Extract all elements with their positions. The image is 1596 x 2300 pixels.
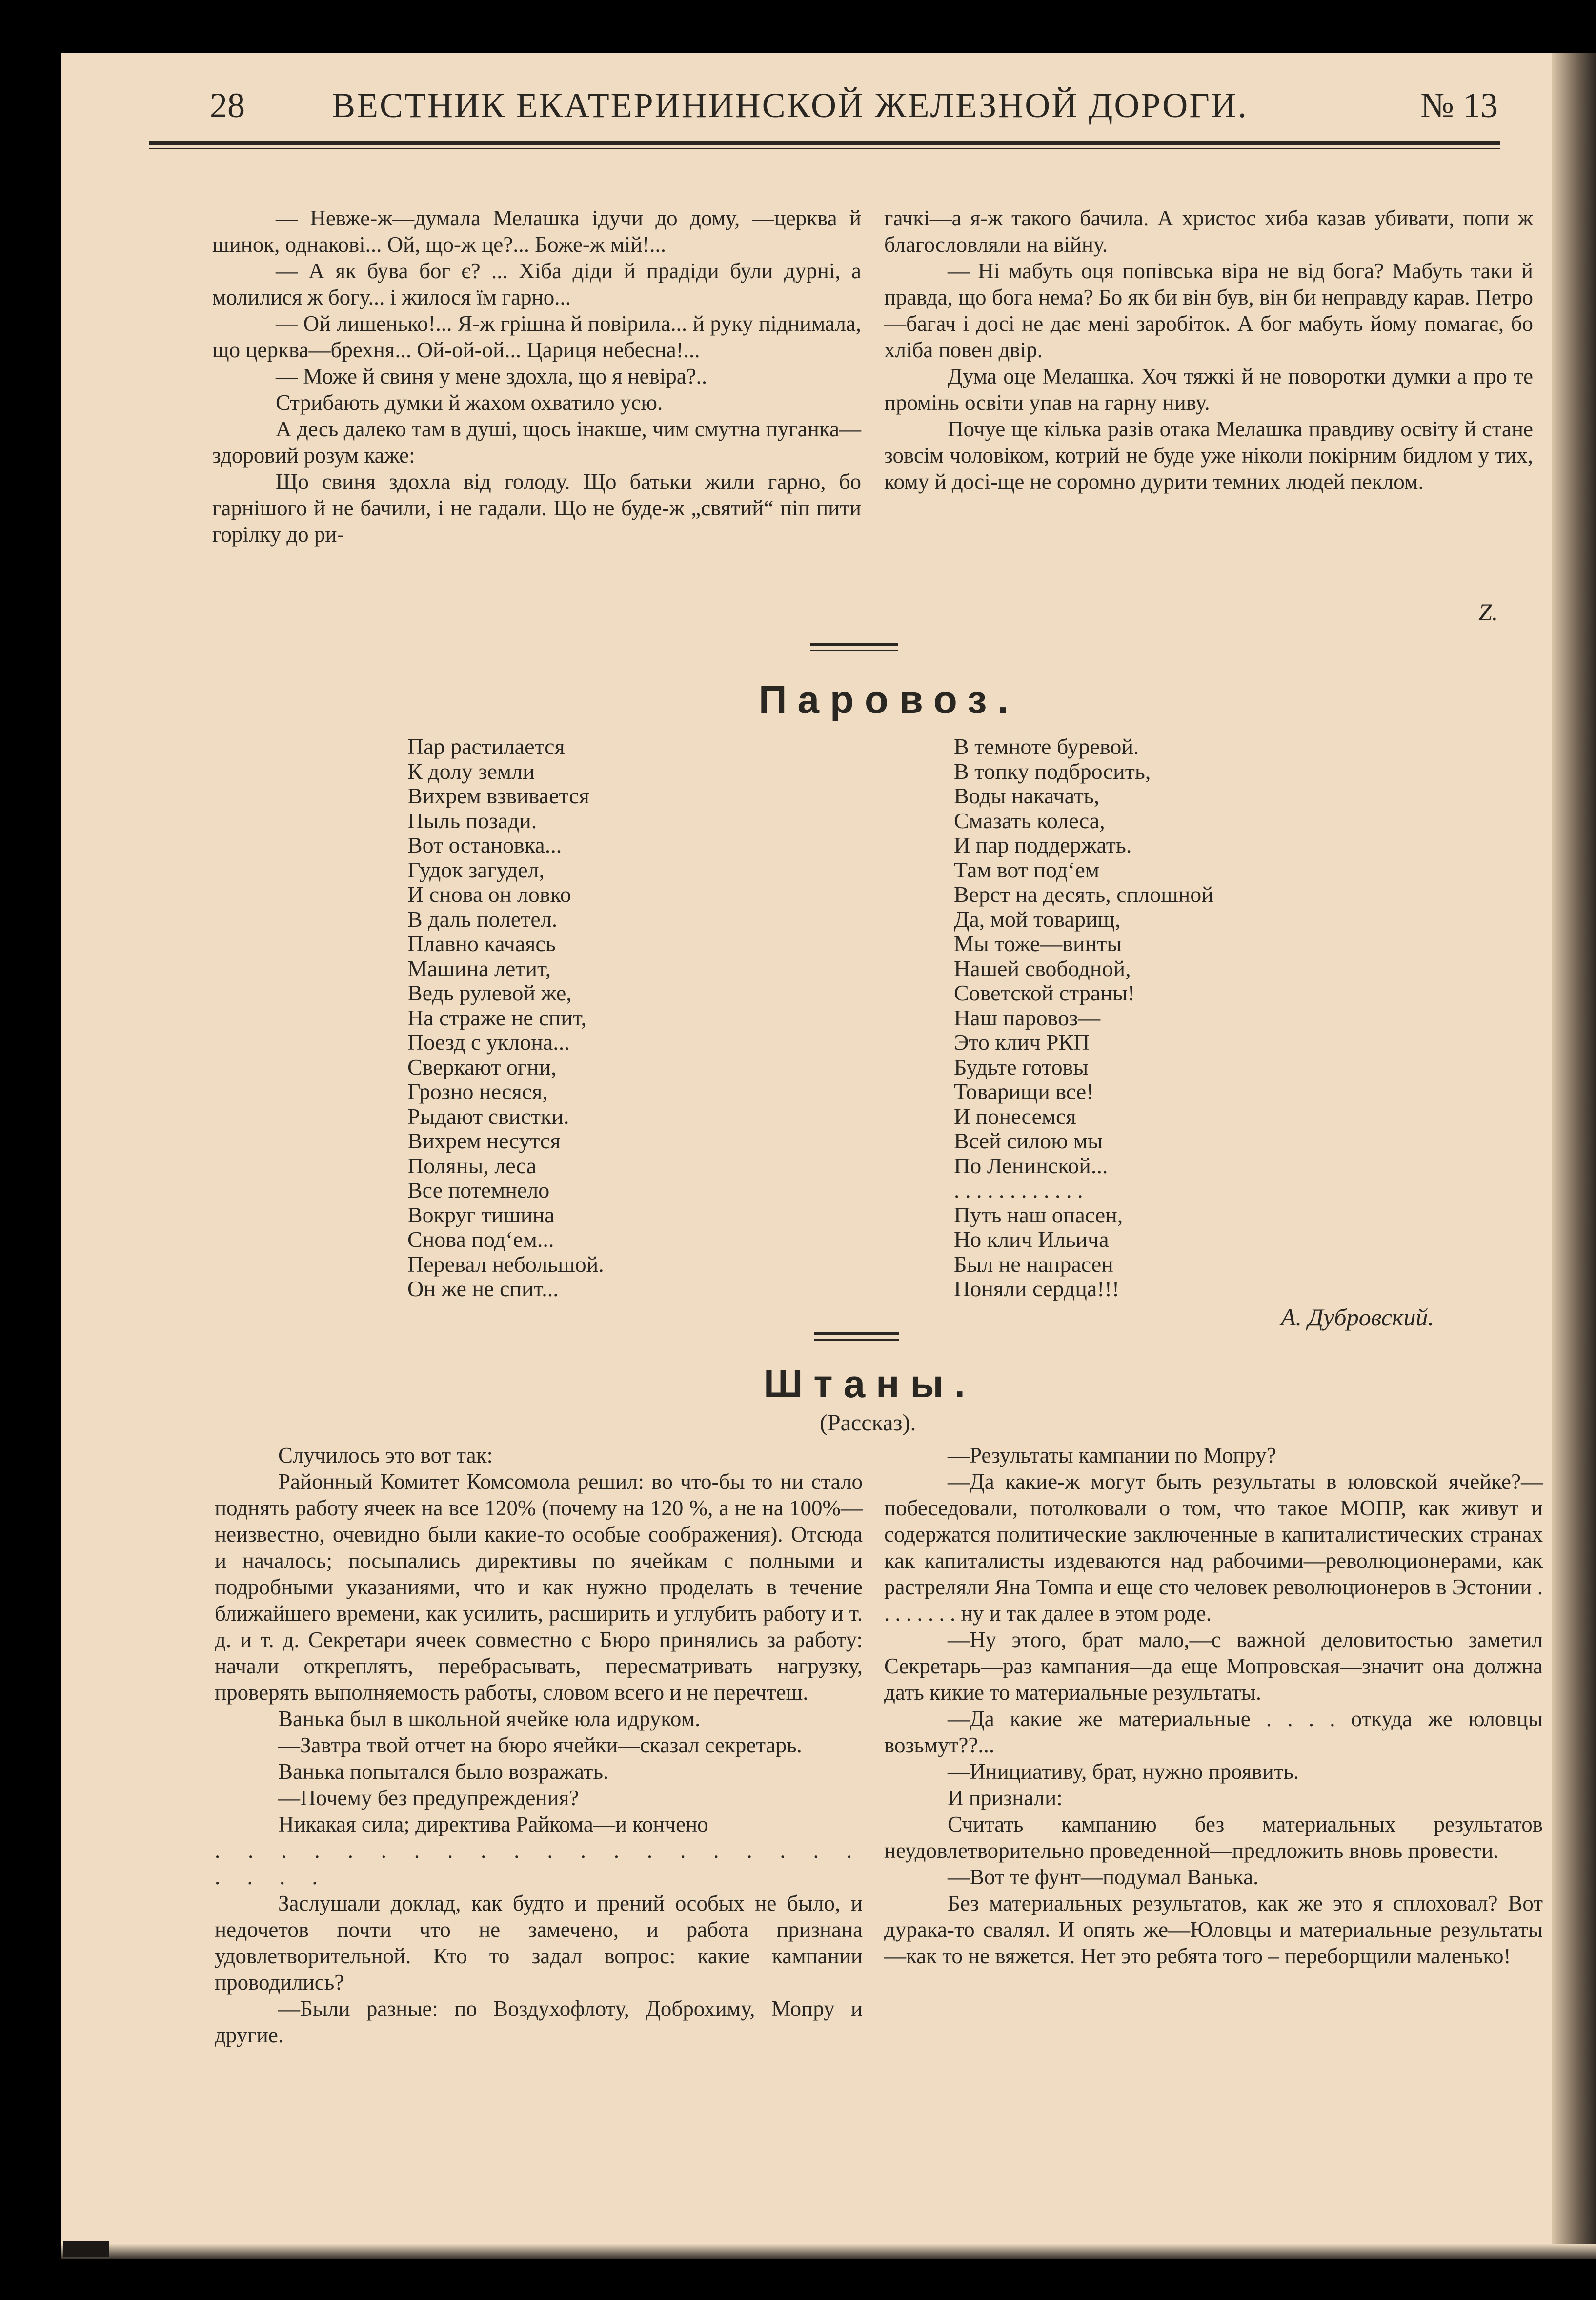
poem-line: Перевал небольшой. xyxy=(407,1251,604,1277)
poem-title: Паровоз. xyxy=(759,678,1019,721)
poem-line: Всей силою мы xyxy=(954,1128,1103,1153)
story2-title: Штаны. xyxy=(764,1362,976,1405)
poem-line: По Ленинской... xyxy=(954,1153,1108,1178)
poem-line: Ведь рулевой же, xyxy=(407,980,572,1005)
poem-line: И снова он ловко xyxy=(407,882,571,907)
section-separator xyxy=(814,1332,899,1343)
poem-line: Пар растилается xyxy=(407,734,565,759)
poem-line: Вихрем взвивается xyxy=(407,783,589,808)
poem-line: Рыдают свистки. xyxy=(407,1103,569,1129)
issue-number: № 13 xyxy=(1420,86,1498,125)
paragraph: Ванька попытался было возражать. xyxy=(278,1759,609,1784)
paragraph: —Инициативу, брат, нужно проявить. xyxy=(948,1759,1299,1784)
paragraph: — Невже-ж—думала Мелашка ідучи до дому, —церква й шинок, однакові... Ой, що-ж це?... Боже-ж мій!... xyxy=(212,206,861,257)
poem-line: И пар поддержать. xyxy=(954,833,1132,857)
poem-line: Это клич РКП xyxy=(954,1030,1090,1055)
poem-line: Мы тоже—винты xyxy=(954,931,1122,956)
poem-line: Смазать колеса, xyxy=(954,808,1105,833)
paragraph: — Може й свиня у мене здохла, що я невіра?.. xyxy=(276,364,707,388)
page-bottom-edge xyxy=(61,2244,1596,2259)
paragraph: Случилось это вот так: xyxy=(278,1443,493,1467)
paragraph: А десь далеко там в душі, щось інакше, чим смутна пуганка—здоровий розум каже: xyxy=(212,417,861,468)
paragraph: Дума оце Мелашка. Хоч тяжкі й не поворотки думки а про те промінь освіти упав на гарну ниву. xyxy=(884,364,1533,415)
poem-right-column xyxy=(954,734,1213,1302)
paragraph: —Да какие же материальные . . . . откуда же юловцы возьмут??... xyxy=(884,1707,1543,1757)
poem-line: И понесемся xyxy=(954,1103,1076,1129)
paragraph: Що свиня здохла від голоду. Що батьки жили гарно, бо гарнішого й не бачили, і не гадали. Що не буде-ж „святий“ піп пити горілку до ри- xyxy=(212,469,861,547)
paragraph: гачкі—а я-ж такого бачила. А христос хиба казав убивати, попи ж благословляли на війну. xyxy=(884,206,1533,257)
poem-line: К долу земли xyxy=(407,758,535,784)
poem-line: Наш паровоз— xyxy=(954,1005,1101,1030)
story1-signature: Z. xyxy=(1478,598,1498,626)
poem-line: Вокруг тишина xyxy=(407,1202,555,1227)
poem-line: Поезд с уклона... xyxy=(407,1030,570,1055)
story2-right-column xyxy=(884,1442,1543,1969)
poem-left-column xyxy=(407,734,604,1302)
poem-line: На страже не спит, xyxy=(407,1005,587,1030)
poem-line: Нашей свободной, xyxy=(954,956,1131,981)
paragraph: —Были разные: по Воздухофлоту, Доброхиму, Мопру и другие. xyxy=(215,1996,863,2047)
paragraph: —Завтра твой отчет на бюро ячейки—сказал секретарь. xyxy=(278,1733,802,1757)
paragraph: И признали: xyxy=(948,1786,1063,1810)
poem-author: А. Дубровский. xyxy=(1281,1303,1434,1331)
poem-line: Был не напрасен xyxy=(954,1251,1113,1277)
poem-line: Поняли сердца!!! xyxy=(954,1276,1120,1301)
story2-subtitle: (Рассказ). xyxy=(820,1410,916,1436)
poem-line: . . . . . . . . . . . . xyxy=(954,1178,1083,1202)
poem-line: Советской страны! xyxy=(954,980,1135,1005)
poem-line: Товарищи все! xyxy=(954,1079,1094,1104)
paragraph: — Ой лишенько!... Я-ж грішна й повірила... й руку піднимала, що церква—брехня... Ой-ой-ой... Цариця небесна!... xyxy=(212,311,861,362)
poem-line: Верст на десять, сплошной xyxy=(954,882,1213,907)
poem-line: Путь наш опасен, xyxy=(954,1202,1123,1227)
paragraph: Без материальных результатов, как же это я сплоховал? Вот дурака-то свалял. И опять же—Юловцы и материальные результаты—как то не вяжется. Нет это ребята того – переборщили маленько! xyxy=(884,1891,1543,1968)
poem-line: Он же не спит... xyxy=(407,1276,559,1301)
paragraph: — А як бува бог є? ... Хіба діди й прадіди були дурні, а молилися ж богу... і жилося їм гарно... xyxy=(212,259,861,309)
poem-line: Будьте готовы xyxy=(954,1054,1089,1079)
poem-line: Воды накачать, xyxy=(954,783,1100,808)
paragraph: —Почему без предупреждения? xyxy=(278,1786,579,1810)
paragraph: Считать кампанию без материальных результатов неудовлетворительно проведенной—предложить вновь провести. xyxy=(884,1812,1543,1863)
header-rule xyxy=(149,141,1500,145)
paragraph: —Результаты кампании по Мопру? xyxy=(948,1443,1276,1467)
poem-line: Но клич Ильича xyxy=(954,1227,1109,1252)
poem-line: Там вот под‘ем xyxy=(954,857,1099,882)
header-rule-thin xyxy=(149,148,1500,149)
paragraph: Стрибають думки й жахом охватило усю. xyxy=(276,390,663,415)
poem-line: Снова под‘ем... xyxy=(407,1227,554,1252)
poem-line: Вот остановка... xyxy=(407,833,562,857)
story1-left-column xyxy=(212,205,861,548)
ellipsis-row: . . . . . . . . . . . . . . . . . . . . . . . . xyxy=(215,1838,863,1889)
section-separator xyxy=(810,643,898,654)
binding-gutter xyxy=(1552,53,1596,2259)
paragraph: Почуе ще кілька разів отака Мелашка правдиву освіту й стане зовсім чоловіком, котрий не буде уже ніколи покірним бидлом у тих, кому й досі-ще не соромно дурити темних людей пеклом. xyxy=(884,417,1533,494)
paragraph: —Ну этого, брат мало,—с важной деловитостью заметил Секретарь—раз кампания—да еще Мопровская—значит она должна дать кикие то материальные результаты. xyxy=(884,1628,1543,1705)
paragraph: Ванька был в школьной ячейке юла идруком. xyxy=(278,1707,701,1731)
poem-line: В даль полетел. xyxy=(407,906,558,932)
poem-line: Все потемнело xyxy=(407,1178,550,1202)
poem-line: В топку подбросить, xyxy=(954,758,1151,784)
poem-line: Гудок загудел, xyxy=(407,857,545,882)
paragraph: —Вот те фунт—подумал Ванька. xyxy=(948,1865,1259,1889)
paragraph: Заслушали доклад, как будто и прений особых не было, и недочетов почти что не замечено, и работа признана удовлетворительной. Кто то задал вопрос: какие кампании проводились? xyxy=(215,1891,863,1995)
corner-mark xyxy=(63,2241,109,2257)
paragraph: Никакая сила; директива Райкома—и кончено xyxy=(278,1812,708,1836)
story1-right-column xyxy=(884,205,1533,495)
poem-line: Грозно несяся, xyxy=(407,1079,548,1104)
journal-title: ВЕСТНИК ЕКАТЕРИНИНСКОЙ ЖЕЛЕЗНОЙ ДОРОГИ. xyxy=(332,86,1248,125)
poem-line: Вихрем несутся xyxy=(407,1128,561,1153)
page-number: 28 xyxy=(210,86,245,125)
poem-line: Сверкают огни, xyxy=(407,1054,557,1079)
paragraph: —Да какие-ж могут быть результаты в юловской ячейке?—побеседовали, потолковали о том, что такое МОПР, как живут и содержатся политические заключенные в капиталистических странах как капиталисты издеваются над рабочими—революционерами, как растреляли Яна Томпа и еще сто человек революционеров в Эстонии . . . . . . . . ну и так далее в этом роде. xyxy=(884,1469,1543,1626)
running-header xyxy=(146,85,1498,144)
poem-line: Пыль позади. xyxy=(407,808,537,833)
poem-line: Машина летит, xyxy=(407,956,551,981)
paragraph: — Ні мабуть оця попівська віра не від бога? Мабуть таки й правда, що бога нема? Бо як би він був, він би неправду карав. Петро—багач і досі не дає мені заробіток. А бог мабуть йому помагає, бо хліба повен двір. xyxy=(884,259,1533,362)
story2-left-column xyxy=(215,1442,863,2048)
poem-line: В темноте буревой. xyxy=(954,734,1139,759)
paragraph: Районный Комитет Комсомола решил: во что-бы то ни стало поднять работу ячеек на все 120% (почему на 120 %, а не на 100%—неизвестно, очевидно были какие-то особые соображения). Отсюда и началось; посыпались директивы по ячейкам с полными и подробными указаниями, что и как нужно проделать в течение ближайшего времени, как усилить, расширить и углубить работу и т. д. и т. д. Секретари ячеек совместно с Бюро принялись за работу: начали откреплять, перебрасывать, пересматривать нагрузку, проверять выполняемость работы, словом всего и не перечтеш. xyxy=(215,1469,863,1705)
poem-line: Да, мой товарищ, xyxy=(954,906,1121,932)
poem-line: Поляны, леса xyxy=(407,1153,537,1178)
poem-line: Плавно качаясь xyxy=(407,931,556,956)
